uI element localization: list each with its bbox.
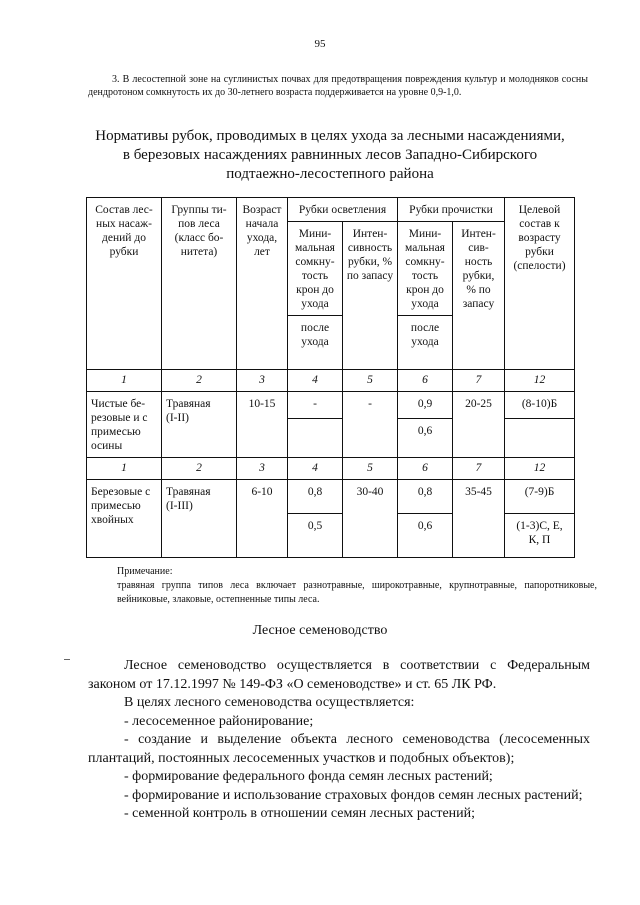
cell-clean-min-before: 0,9 — [398, 392, 453, 419]
column-number: 7 — [453, 458, 505, 480]
header-clar-min-density: Мини- мальная сомкну- тость крон до ухода — [288, 222, 343, 316]
header-forest-group: Группы ти- пов леса (класс бо- нитета) — [162, 198, 237, 370]
header-clarification: Рубки осветления — [288, 198, 398, 222]
header-row — [87, 198, 575, 222]
cell-forest-group: Травяная (I-III) — [162, 480, 237, 558]
table-title-line: Нормативы рубок, проводимых в целях ухода за лесными насаждениями, — [95, 128, 565, 144]
column-number: 2 — [162, 370, 237, 392]
cell-target-after: (1-3)С, Е, К, П — [505, 514, 575, 558]
cell-clean-min-after: 0,6 — [398, 514, 453, 558]
cell-target-after — [505, 419, 575, 458]
cell-clar-min-after — [288, 419, 343, 458]
column-number: 1 — [87, 458, 162, 480]
list-item: - формирование и использование страховых фондов семян лесных растений; — [124, 787, 583, 803]
cell-clar-intensity: - — [343, 392, 398, 458]
table-title — [70, 127, 590, 184]
cell-composition: Чистые бе- резовые и с примесью осины — [87, 392, 162, 458]
list-item: - лесосеменное районирование; — [124, 713, 314, 729]
column-number: 2 — [162, 458, 237, 480]
cell-clean-intensity: 35-45 — [453, 480, 505, 558]
column-number: 12 — [505, 458, 575, 480]
cell-target: (7-9)Б — [505, 480, 575, 514]
cell-clar-min-before: 0,8 — [288, 480, 343, 514]
column-number: 12 — [505, 370, 575, 392]
page-number: 95 — [314, 38, 326, 50]
note-title: Примечание: — [117, 566, 173, 577]
norms-table — [86, 197, 575, 558]
table-note — [117, 565, 597, 607]
cell-clean-min-before: 0,8 — [398, 480, 453, 514]
table-row — [87, 480, 575, 514]
header-clar-intensity: Интен- сивность рубки, % по запасу — [343, 222, 398, 370]
note-item-3: 3. В лесостепной зоне на суглинистых почвах для предотвращения повреждения культур и молодняков сосны дендротоном сомкнутость их до 30-летнего возраста поддерживается на уровне 0,9-1,0. — [88, 74, 588, 98]
cell-forest-group: Травяная (I-II) — [162, 392, 237, 458]
note-text: травяная группа типов леса включает разнотравные, широкотравные, крупнотравные, папоротниковые, вейниковые, злаковые, остепненные типы леса. — [117, 580, 597, 605]
margin-mark — [64, 659, 70, 660]
table-title-line: в березовых насаждениях равнинных лесов Западно-Сибирского — [122, 147, 538, 163]
column-number: 1 — [87, 370, 162, 392]
list-item: - семенной контроль в отношении семян лесных растений; — [124, 806, 476, 821]
paragraph: В целях лесного семеноводства осуществляется: — [124, 695, 415, 710]
body-text — [88, 657, 590, 824]
cell-clar-intensity: 30-40 — [343, 480, 398, 558]
cell-age: 10-15 — [237, 392, 288, 458]
column-number: 4 — [288, 370, 343, 392]
cell-target: (8-10)Б — [505, 392, 575, 419]
column-number: 7 — [453, 370, 505, 392]
list-item: - формирование федерального фонда семян лесных растений; — [124, 769, 493, 784]
header-clar-after: после ухода — [288, 316, 343, 370]
column-number: 5 — [343, 370, 398, 392]
column-number: 6 — [398, 458, 453, 480]
cell-clar-min-after: 0,5 — [288, 514, 343, 558]
column-number-row — [87, 370, 575, 392]
cell-clean-intensity: 20-25 — [453, 392, 505, 458]
header-target: Целевой состав к возрасту рубки (спелости) — [505, 198, 575, 370]
cell-age: 6-10 — [237, 480, 288, 558]
table-row — [87, 392, 575, 419]
cell-clar-min-before: - — [288, 392, 343, 419]
header-cleaning: Рубки прочистки — [398, 198, 505, 222]
list-item: - создание и выделение объекта лесного семеноводства (лесосеменных плантаций, постоянных лесосеменных участков и подобных объектов); — [88, 732, 590, 766]
header-clean-intensity: Интен- сив- ность рубки, % по запасу — [453, 222, 505, 370]
cell-clean-min-after: 0,6 — [398, 419, 453, 458]
section-heading: Лесное семеноводство — [252, 623, 388, 638]
header-clean-min-density: Мини- мальная сомкну- тость крон до ухода — [398, 222, 453, 316]
column-number: 6 — [398, 370, 453, 392]
header-composition: Состав лес- ных насаж- дений до рубки — [87, 198, 162, 370]
column-number: 5 — [343, 458, 398, 480]
column-number: 3 — [237, 458, 288, 480]
column-number-row — [87, 458, 575, 480]
column-number: 3 — [237, 370, 288, 392]
paragraph: Лесное семеноводство осуществляется в соответствии с Федеральным законом от 17.12.1997 № 149-ФЗ «О семеноводстве» и ст. 65 ЛК РФ. — [88, 658, 590, 692]
column-number: 4 — [288, 458, 343, 480]
table-title-line: подтаежно-лесостепного района — [226, 166, 434, 182]
header-age: Возраст начала ухода, лет — [237, 198, 288, 370]
cell-composition: Березовые с примесью хвойных — [87, 480, 162, 558]
header-clean-after: после ухода — [398, 316, 453, 370]
